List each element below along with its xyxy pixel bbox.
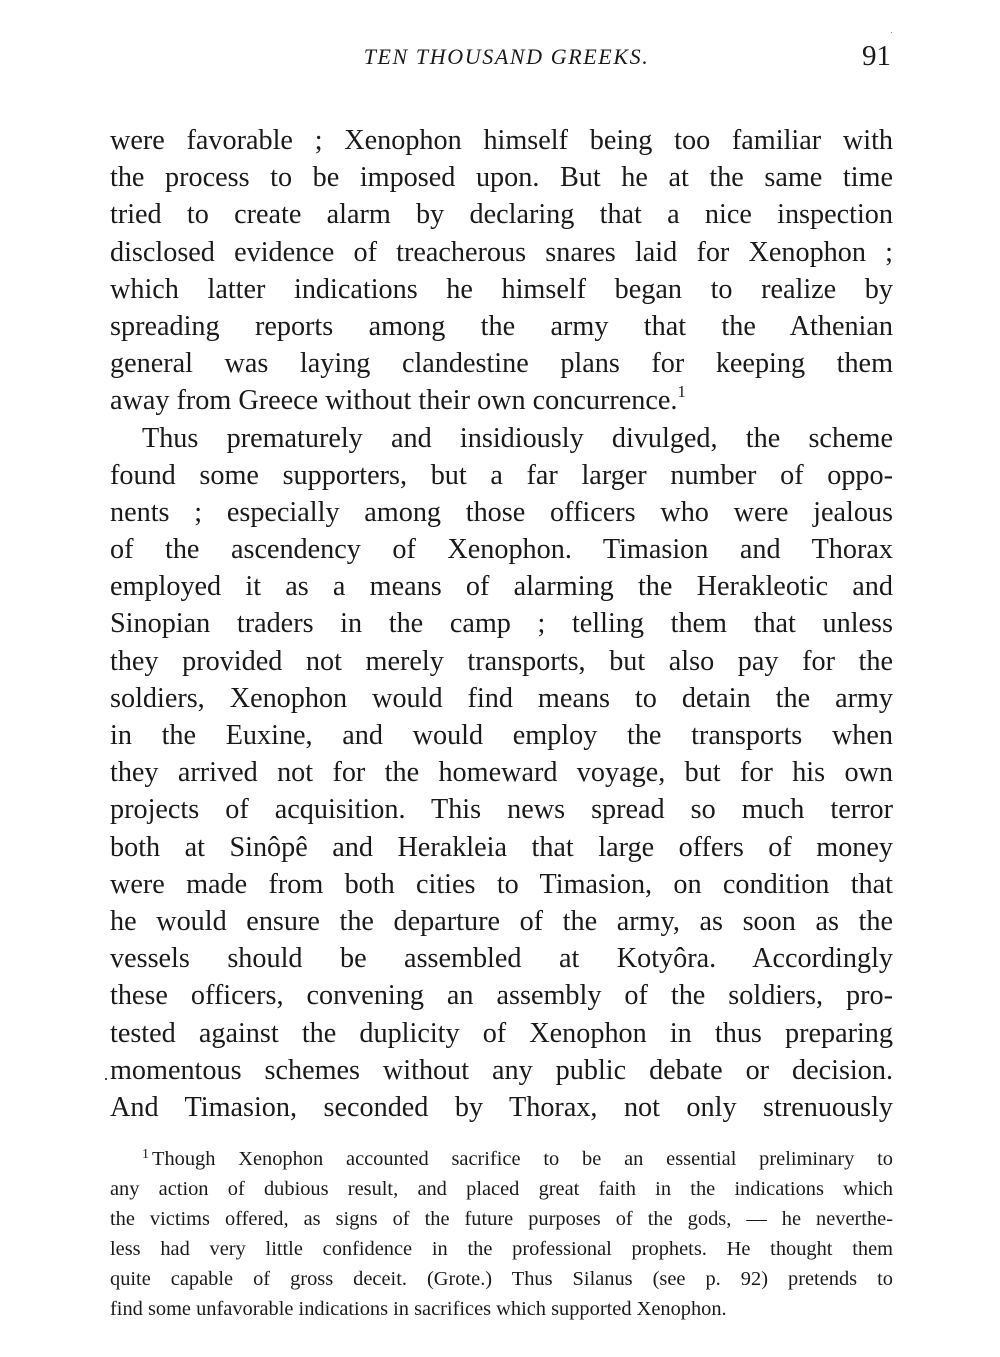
running-head [110, 38, 893, 74]
body-text [110, 122, 893, 1126]
footnote-reference[interactable]: 1 [677, 382, 686, 402]
text-line: the process to be imposed upon. But he at the same time [110, 162, 893, 194]
paragraph-1 [110, 122, 893, 420]
text-line: soldiers, Xenophon would find means to detain the army [110, 682, 893, 714]
footnote-line: the victims offered, as signs of the future purposes of the gods, — he neverthe- [110, 1208, 893, 1230]
text-line: disclosed evidence of treacherous snares laid for Xenophon ; [110, 236, 893, 268]
text-line: tried to create alarm by declaring that a nice inspection [110, 199, 893, 231]
text-line: which latter indications he himself began to realize by [110, 273, 893, 305]
running-title: TEN THOUSAND GREEKS. [363, 44, 650, 69]
page-number: 91 [862, 40, 891, 72]
text-line: were made from both cities to Timasion, on condition that [110, 868, 893, 900]
text-line: both at Sinôpê and Herakleia that large offers of money [110, 831, 893, 863]
text-line: nents ; especially among those officers who were jealous [110, 496, 893, 528]
text-line: spreading reports among the army that the Athenian [110, 310, 893, 342]
footnote-line: less had very little confidence in the professional prophets. He thought them [110, 1238, 893, 1260]
scan-speck [891, 32, 892, 33]
text-line: projects of acquisition. This news spread so much terror [110, 794, 893, 826]
text-line: And Timasion, seconded by Thorax, not only strenuously [110, 1091, 893, 1123]
footnote-line: quite capable of gross deceit. (Grote.) Thus Silanus (see p. 92) pretends to [110, 1268, 893, 1290]
text-line-last [110, 382, 893, 419]
text-line: they provided not merely transports, but also pay for the [110, 645, 893, 677]
text-line: momentous schemes without any public debate or decision. [110, 1054, 893, 1086]
text-line: found some supporters, but a far larger number of oppo- [110, 459, 893, 491]
text-line: vessels should be assembled at Kotyôra. Accordingly [110, 943, 893, 975]
footnote-line-first [110, 1144, 893, 1174]
text-line: in the Euxine, and would employ the transports when [110, 720, 893, 751]
footnote-line-content: Though Xenophon accounted sacrifice to be an essential preliminary to [152, 1148, 893, 1170]
text-line: he would ensure the departure of the army, as soon as the [110, 905, 893, 937]
text-line-content: away from Greece without their own concurrence. [110, 385, 678, 417]
footnote-mark: 1 [142, 1147, 149, 1162]
text-line: tested against the duplicity of Xenophon in thus preparing [110, 1017, 893, 1049]
text-line-first: Thus prematurely and insidiously divulged, the scheme [142, 422, 893, 454]
footnote [110, 1144, 893, 1324]
text-line: they arrived not for the homeward voyage, but for his own [110, 757, 893, 789]
scan-speck [105, 1078, 107, 1080]
footnote-line: any action of dubious result, and placed great faith in the indications which [110, 1178, 893, 1200]
text-line: these officers, convening an assembly of the soldiers, pro- [110, 980, 893, 1012]
text-line: Sinopian traders in the camp ; telling them that unless [110, 608, 893, 640]
text-line: employed it as a means of alarming the Herakleotic and [110, 571, 893, 603]
text-line: of the ascendency of Xenophon. Timasion and Thorax [110, 534, 893, 566]
text-line: were favorable ; Xenophon himself being too familiar with [110, 125, 893, 156]
text-line: general was laying clandestine plans for keeping them [110, 348, 893, 380]
footnote-line-last: find some unfavorable indications in sacrifices which supported Xenophon. [110, 1298, 727, 1320]
paragraph-2 [110, 420, 893, 1127]
